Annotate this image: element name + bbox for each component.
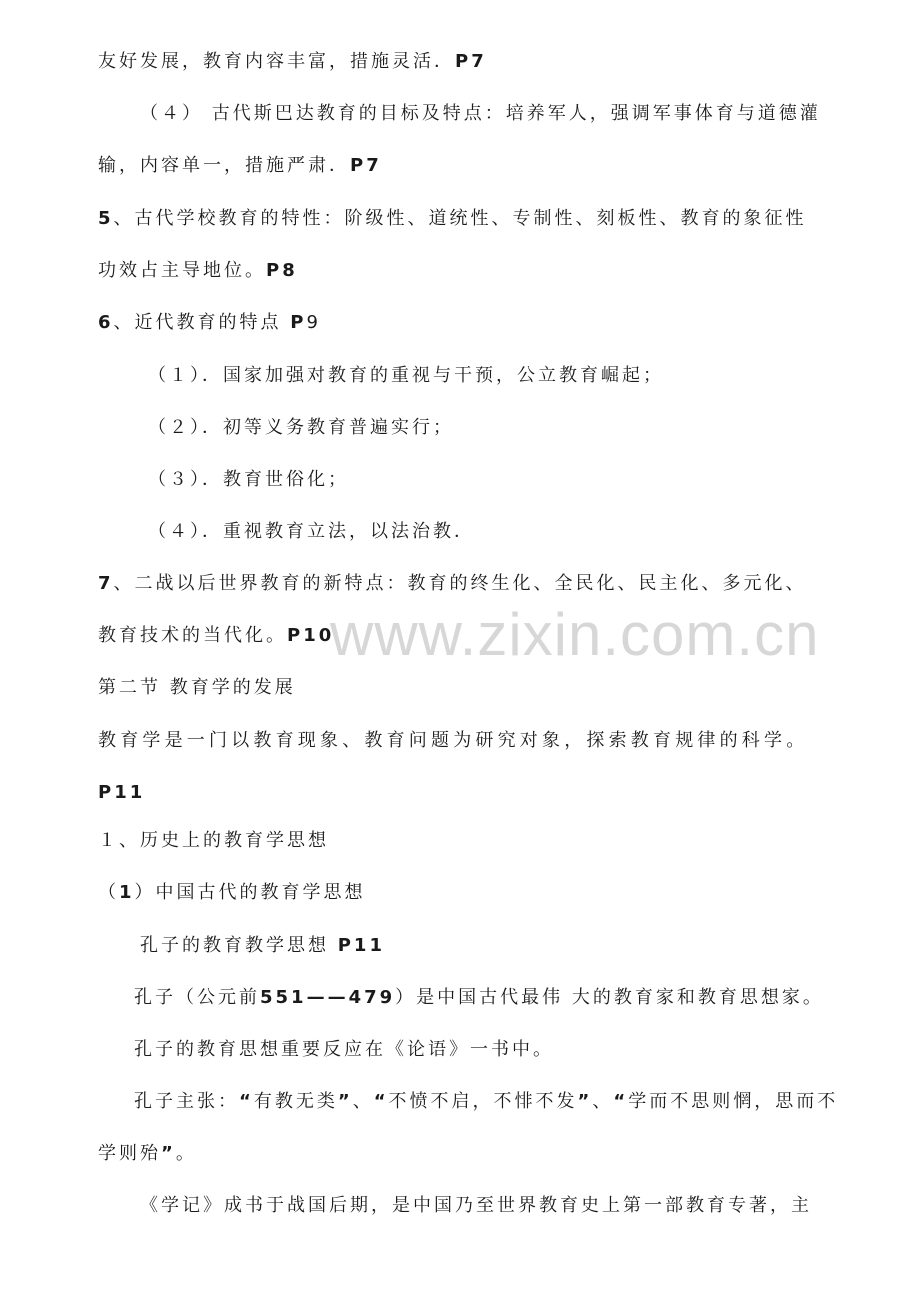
text-line: 《学记》成书于战国后期，是中国乃至世界教育史上第一部教育专著，主 bbox=[140, 1195, 812, 1216]
text-line: 孔子的教育思想重要反应在《论语》一书中。 bbox=[134, 1039, 554, 1060]
watermark: www.zixin.com.cn bbox=[330, 601, 820, 668]
text-line: 孔子主张：“有教无类”、“不愤不启，不悱不发”、“学而不思则惘，思而不 bbox=[134, 1091, 839, 1112]
subsection-heading: １、历史上的教育学思想 bbox=[98, 830, 329, 851]
text-line: 输，内容单一，措施严肃．P7 bbox=[98, 155, 382, 176]
text-line: 孔子的教育教学思想 P11 bbox=[140, 935, 385, 956]
list-item: （３）．教育世俗化； bbox=[148, 469, 349, 490]
page-reference: P11 bbox=[98, 782, 146, 803]
section-heading: 第二节 教育学的发展 bbox=[98, 677, 296, 698]
text-line: 功效占主导地位。P8 bbox=[98, 260, 298, 281]
list-item: （４）．重视教育立法，以法治教． bbox=[148, 521, 475, 542]
text-line: 学则殆”。 bbox=[98, 1143, 197, 1164]
text-line: 教育技术的当代化。P10 bbox=[98, 625, 335, 646]
text-line: 孔子（公元前551——479）是中国古代最伟 大的教育家和教育思想家。 bbox=[134, 987, 824, 1008]
list-item: （１）．国家加强对教育的重视与干预，公立教育崛起； bbox=[148, 365, 664, 386]
list-item: （２）．初等义务教育普遍实行； bbox=[148, 417, 454, 438]
list-item-heading: 5、古代学校教育的特性：阶级性、道统性、专制性、刻板性、教育的象征性 bbox=[98, 208, 807, 229]
text-line: （４） 古代斯巴达教育的目标及特点：培养军人，强调军事体育与道德灌 bbox=[140, 103, 821, 124]
subsection-heading: （1）中国古代的教育学思想 bbox=[98, 882, 366, 903]
list-item-heading: 6、近代教育的特点 P9 bbox=[98, 312, 321, 333]
text-line: 教育学是一门以教育现象、教育问题为研究对象，探索教育规律的科学。 bbox=[98, 730, 809, 751]
list-item-heading: 7、二战以后世界教育的新特点：教育的终生化、全民化、民主化、多元化、 bbox=[98, 573, 807, 594]
text-line: 友好发展，教育内容丰富，措施灵活．P7 bbox=[98, 51, 487, 72]
